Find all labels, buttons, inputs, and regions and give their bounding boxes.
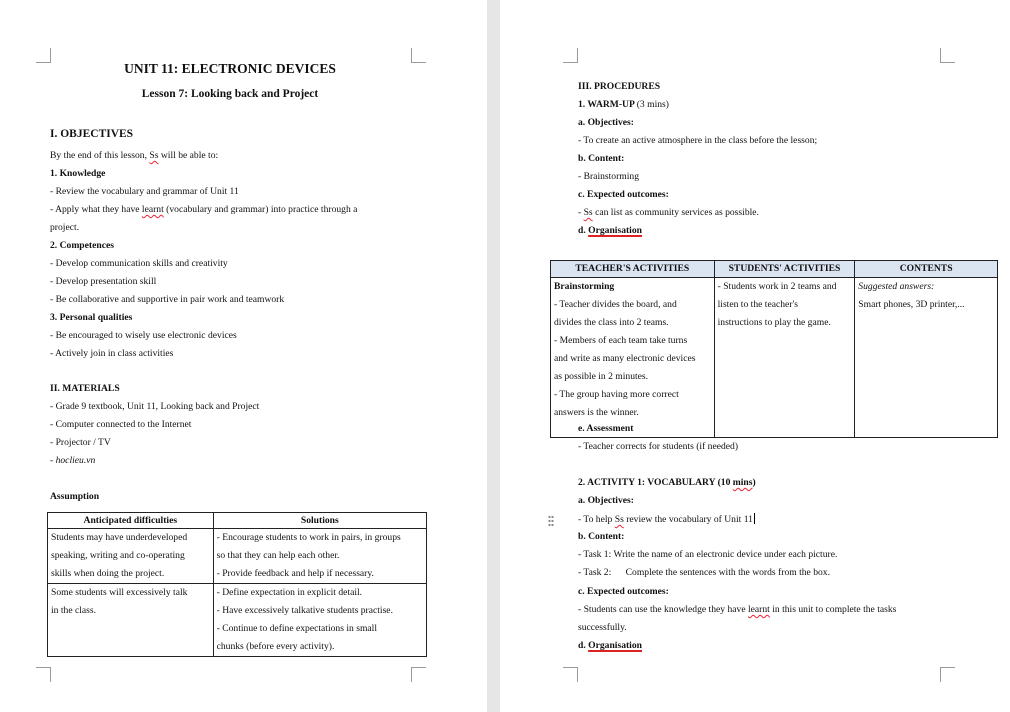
personal-quality-item: - Actively join in class activities [50, 348, 174, 359]
knowledge-heading: 1. Knowledge [50, 168, 106, 179]
warmup-content-label: b. Content: [578, 153, 625, 164]
cell-line: and write as many electronic devices [554, 353, 696, 364]
warmup-content-text: - Brainstorming [578, 171, 640, 182]
cell-line: divides the class into 2 teams. [554, 317, 669, 328]
margin-mark-bottom-right [940, 667, 955, 682]
cell-line: listen to the teacher's [717, 299, 798, 310]
table-cell [48, 529, 214, 584]
warmup-objectives-text: - To create an active atmosphere in the class before the lesson; [578, 135, 818, 146]
cell-line: Students may have underdeveloped [51, 532, 188, 543]
lesson-subtitle: Lesson 7: Looking back and Project [141, 88, 319, 100]
material-item: - Projector / TV [50, 437, 111, 448]
activity1-heading: 2. ACTIVITY 1: VOCABULARY (10 mins) [578, 477, 756, 488]
table-cell [551, 278, 715, 438]
cell-line: - The group having more correct [554, 389, 679, 400]
assumption-heading: Assumption [50, 491, 100, 502]
cell-line: speaking, writing and co-operating [51, 550, 185, 561]
margin-mark-top-left [563, 48, 578, 63]
competence-item: - Develop communication skills and creativity [50, 258, 228, 269]
activity1-outcomes-text: - Students can use the knowledge they have learnt in this unit to complete the tasks [578, 604, 897, 615]
cell-line: answers is the winner. [554, 407, 639, 418]
column-header: STUDENTS' ACTIVITIES [714, 261, 855, 278]
activity1-objectives-text[interactable]: - To help Ss review the vocabulary of Unit 11 [578, 514, 753, 525]
material-item: - hoclieu.vn [50, 455, 96, 466]
activity1-content-label: b. Content: [578, 531, 625, 542]
procedures-heading: III. PROCEDURES [578, 81, 661, 92]
cell-line: - Members of each team take turns [554, 335, 688, 346]
cell-line: - Provide feedback and help if necessary. [216, 568, 374, 579]
material-item: - Grade 9 textbook, Unit 11, Looking back and Project [50, 401, 260, 412]
assessment-label: e. Assessment [578, 423, 634, 434]
margin-mark-bottom-left [563, 667, 578, 682]
table-cell [213, 529, 426, 584]
cell-line: Some students will excessively talk [51, 587, 188, 598]
competences-heading: 2. Competences [50, 240, 114, 251]
objectives-heading: I. OBJECTIVES [50, 128, 134, 140]
cell-title: Brainstorming [554, 281, 615, 292]
cell-line: - Students work in 2 teams and [717, 281, 837, 292]
table-cell [714, 278, 855, 438]
activity1-task: - Task 1: Write the name of an electronic device under each picture. [578, 549, 838, 560]
margin-mark-top-right [411, 48, 426, 63]
materials-heading: II. MATERIALS [50, 383, 120, 394]
activity1-outcomes-label: c. Expected outcomes: [578, 586, 669, 597]
assessment-text: - Teacher corrects for students (if needed) [578, 441, 739, 452]
table-cell [213, 584, 426, 657]
cell-line: - Define expectation in explicit detail. [216, 587, 363, 598]
cell-line: - Continue to define expectations in small [216, 623, 378, 634]
knowledge-item: - Review the vocabulary and grammar of Unit 11 [50, 186, 239, 197]
text-cursor [754, 513, 755, 524]
table-cell [48, 584, 214, 657]
knowledge-item-cont: project. [50, 222, 80, 233]
knowledge-item: - Apply what they have learnt (vocabulary and grammar) into practice through a [50, 204, 358, 215]
activity1-organisation: d. Organisation [578, 640, 642, 651]
activity1-outcomes-cont: successfully. [578, 622, 627, 633]
cell-label: Suggested answers: [858, 281, 935, 292]
warmup-organisation: d. Organisation [578, 225, 642, 236]
table-header-row [48, 513, 427, 529]
cell-line: chunks (before every activity). [216, 641, 335, 652]
personal-qualities-heading: 3. Personal qualities [50, 312, 133, 323]
cell-line: so that they can help each other. [216, 550, 340, 561]
column-header: Anticipated difficulties [48, 513, 214, 529]
document-page-left [0, 0, 487, 712]
warmup-outcomes-label: c. Expected outcomes: [578, 189, 669, 200]
cell-line: - Have excessively talkative students practise. [216, 605, 393, 616]
column-header: CONTENTS [855, 261, 998, 278]
warmup-outcomes-text: - Ss can list as community services as possible. [578, 207, 759, 218]
table-row [551, 278, 998, 438]
cell-line: skills when doing the project. [51, 568, 165, 579]
unit-title: UNIT 11: ELECTRONIC DEVICES [124, 61, 336, 76]
competence-item: - Develop presentation skill [50, 276, 157, 287]
warmup-heading: 1. WARM-UP (3 mins) [578, 99, 669, 110]
personal-quality-item: - Be encouraged to wisely use electronic devices [50, 330, 237, 341]
competence-item: - Be collaborative and supportive in pair work and teamwork [50, 294, 285, 305]
activity1-task: - Task 2: Complete the sentences with the words from the box. [578, 567, 831, 578]
margin-mark-bottom-right [411, 667, 426, 682]
column-header: TEACHER'S ACTIVITIES [551, 261, 715, 278]
column-header: Solutions [213, 513, 426, 529]
warmup-objectives-label: a. Objectives: [578, 117, 634, 128]
table-cell [855, 278, 998, 438]
cell-line: - Teacher divides the board, and [554, 299, 677, 310]
margin-mark-top-left [36, 48, 51, 63]
material-item: - Computer connected to the Internet [50, 419, 192, 430]
margin-mark-top-right [940, 48, 955, 63]
cell-line: Smart phones, 3D printer,... [858, 299, 965, 310]
assumption-table [47, 512, 427, 657]
objectives-intro: By the end of this lesson, Ss will be able to: [50, 150, 219, 161]
cell-line: instructions to play the game. [717, 317, 831, 328]
table-header-row [551, 261, 998, 278]
cell-line: as possible in 2 minutes. [554, 371, 649, 382]
paragraph-move-handle-icon[interactable] [548, 515, 554, 527]
cell-line: - Encourage students to work in pairs, in groups [216, 532, 401, 543]
cell-line: in the class. [51, 605, 97, 616]
activity1-objectives-label: a. Objectives: [578, 495, 634, 506]
margin-mark-bottom-left [36, 667, 51, 682]
activities-table [550, 260, 998, 438]
table-row [48, 529, 427, 584]
table-row [48, 584, 427, 657]
